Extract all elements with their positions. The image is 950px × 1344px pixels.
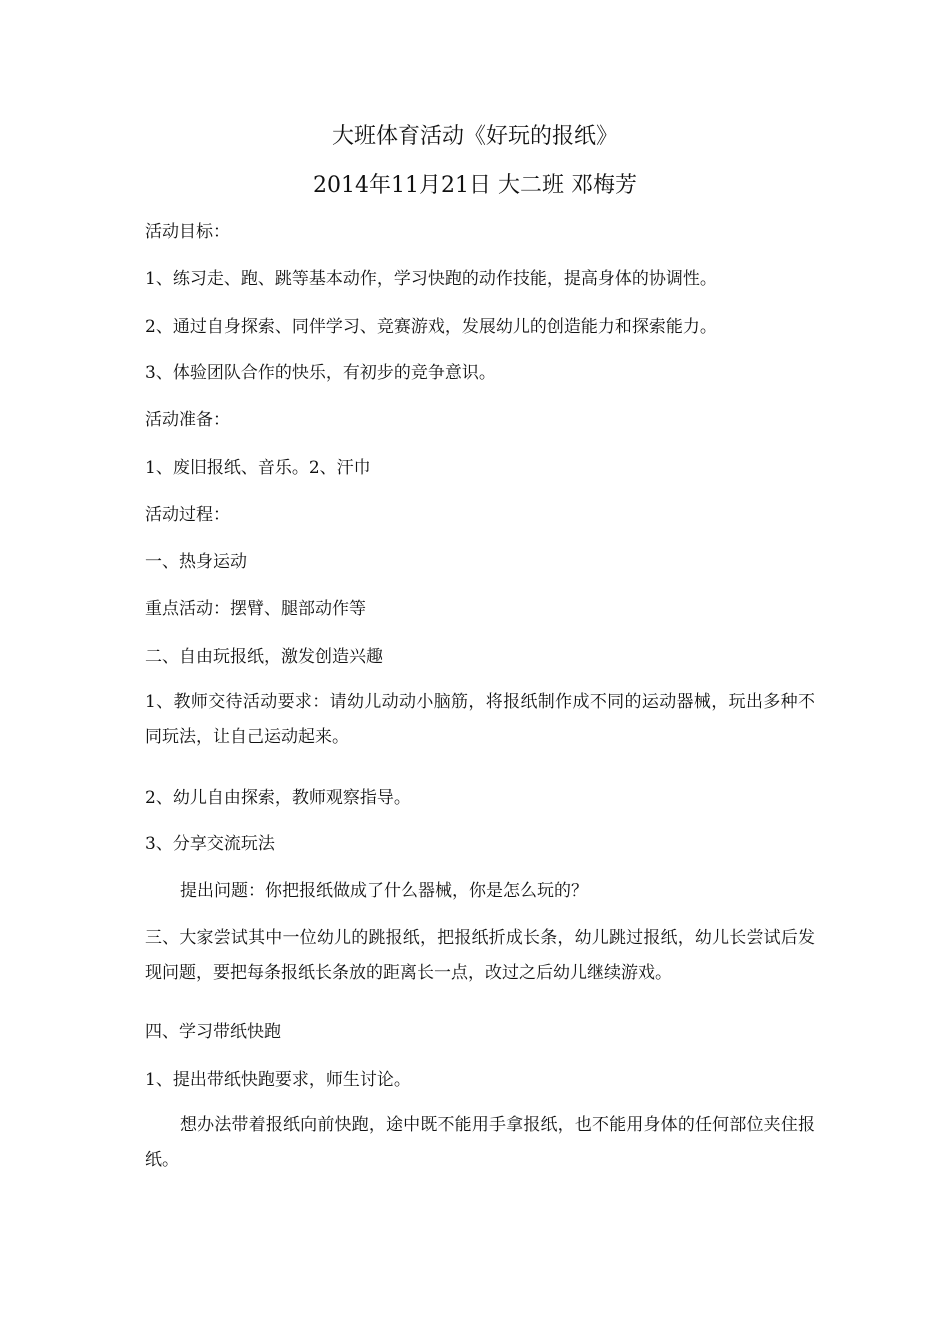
- document-title: 大班体育活动《好玩的报纸》: [331, 124, 618, 149]
- paragraph: 重点活动：摆臂、腿部动作等: [145, 599, 366, 619]
- paragraph: 1、废旧报纸、音乐。2、汗巾: [145, 458, 371, 478]
- paragraph: 2、通过自身探索、同伴学习、竞赛游戏，发展幼儿的创造能力和探索能力。: [145, 317, 717, 337]
- document-subtitle: 2014年11月21日 大二班 邓梅芳: [313, 173, 637, 198]
- paragraph: 1、教师交待活动要求：请幼儿动动小脑筋，将报纸制作成不同的运动器械，玩出多种不同玩法，让自己运动起来。: [145, 692, 815, 747]
- section-heading-preparation: 活动准备：: [145, 410, 230, 430]
- section-heading-process: 活动过程：: [145, 505, 230, 525]
- paragraph: 1、练习走、跑、跳等基本动作，学习快跑的动作技能，提高身体的协调性。: [145, 269, 717, 289]
- paragraph: 想办法带着报纸向前快跑，途中既不能用手拿报纸，也不能用身体的任何部位夹住报纸。: [145, 1115, 815, 1170]
- paragraph: 3、体验团队合作的快乐，有初步的竞争意识。: [145, 363, 496, 383]
- paragraph: 四、学习带纸快跑: [145, 1022, 281, 1042]
- section-heading-goals: 活动目标：: [145, 222, 230, 242]
- paragraph: 3、分享交流玩法: [145, 834, 275, 854]
- paragraph: 1、提出带纸快跑要求，师生讨论。: [145, 1070, 411, 1090]
- paragraph: 二、自由玩报纸，激发创造兴趣: [145, 647, 383, 667]
- paragraph: 一、热身运动: [145, 552, 247, 572]
- paragraph: 三、大家尝试其中一位幼儿的跳报纸，把报纸折成长条，幼儿跳过报纸，幼儿长尝试后发现问题，要把每条报纸长条放的距离长一点，改过之后幼儿继续游戏。: [145, 928, 815, 983]
- paragraph: 2、幼儿自由探索，教师观察指导。: [145, 788, 411, 808]
- paragraph: 提出问题：你把报纸做成了什么器械，你是怎么玩的？: [180, 881, 588, 901]
